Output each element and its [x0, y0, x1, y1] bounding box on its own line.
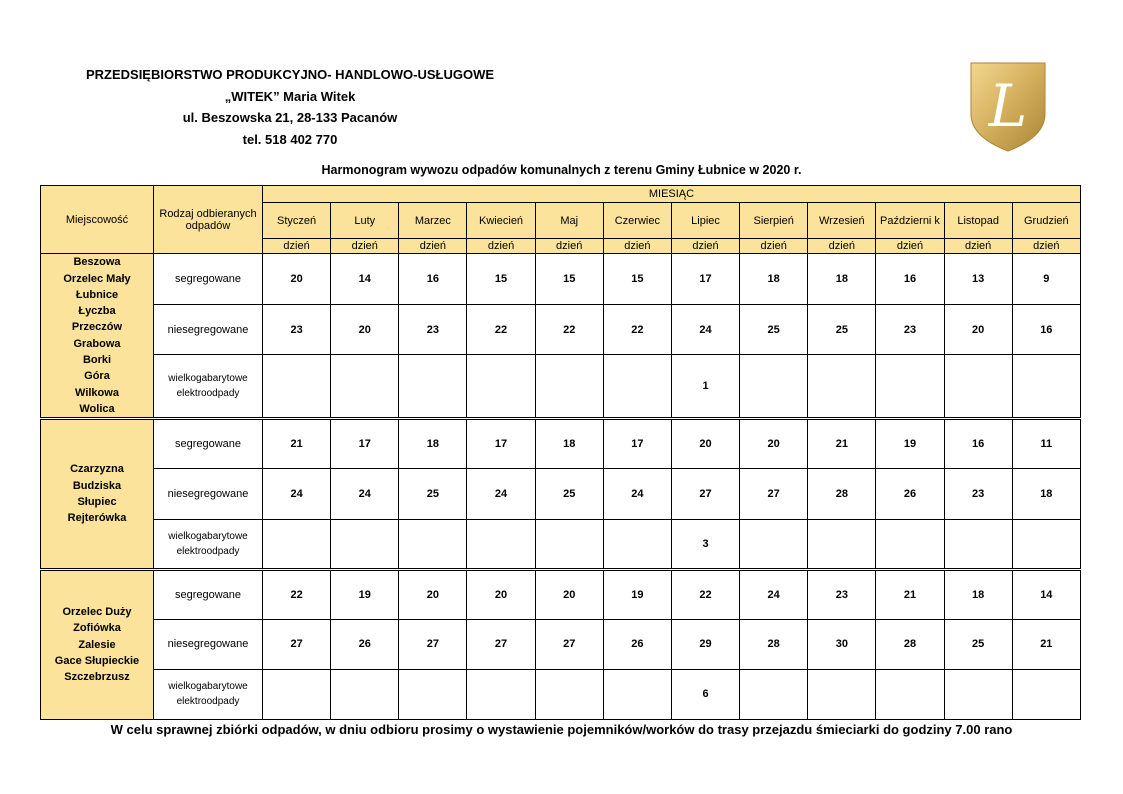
pickup-day — [331, 669, 399, 719]
pickup-day: 11 — [1012, 419, 1080, 469]
pickup-day: 17 — [603, 419, 671, 469]
schedule-title: Harmonogram wywozu odpadów komunalnych z terenu Gminy Łubnice w 2020 r. — [321, 163, 802, 177]
pickup-day — [1012, 519, 1080, 569]
location-name: Gace Słupieckie — [54, 654, 140, 667]
pickup-day: 14 — [331, 254, 399, 305]
pickup-day: 20 — [740, 419, 808, 469]
pickup-day: 25 — [399, 469, 467, 519]
pickup-day — [263, 355, 331, 419]
pickup-day: 29 — [671, 619, 739, 669]
pickup-day: 25 — [808, 304, 876, 355]
pickup-day: 26 — [876, 469, 944, 519]
pickup-day: 24 — [331, 469, 399, 519]
header-waste-type: Rodzaj odbieranych odpadów — [154, 186, 263, 254]
header-day: dzień — [399, 239, 467, 254]
header-day: dzień — [808, 239, 876, 254]
pickup-day — [467, 519, 535, 569]
location-name: Grabowa — [73, 337, 121, 350]
location-name: Słupiec — [77, 496, 117, 509]
pickup-day — [1012, 669, 1080, 719]
pickup-day: 22 — [603, 304, 671, 355]
pickup-day: 19 — [876, 419, 944, 469]
pickup-day: 24 — [740, 569, 808, 619]
pickup-day — [1012, 355, 1080, 419]
pickup-day — [740, 669, 808, 719]
pickup-day: 14 — [1012, 569, 1080, 619]
table-row — [41, 619, 1081, 669]
location-name: Budziska — [72, 479, 122, 492]
location-name: Borki — [82, 354, 112, 367]
pickup-day: 22 — [467, 304, 535, 355]
pickup-day: 20 — [331, 304, 399, 355]
company-owner: „WITEK” Maria Witek — [224, 88, 356, 104]
pickup-day: 20 — [535, 569, 603, 619]
header-month: Styczeń — [263, 203, 331, 239]
pickup-day: 24 — [603, 469, 671, 519]
header-month: Listopad — [944, 203, 1012, 239]
location-name: Zalesie — [78, 638, 116, 651]
pickup-day: 9 — [1012, 254, 1080, 305]
pickup-day: 27 — [671, 469, 739, 519]
pickup-day — [399, 519, 467, 569]
pickup-day: 23 — [399, 304, 467, 355]
waste-type: segregowane — [154, 254, 263, 305]
pickup-day: 23 — [263, 304, 331, 355]
location-cell — [41, 569, 154, 719]
pickup-day: 24 — [263, 469, 331, 519]
header-day: dzień — [535, 239, 603, 254]
company-header — [40, 64, 540, 150]
pickup-day: 25 — [535, 469, 603, 519]
header-day: dzień — [467, 239, 535, 254]
header-day: dzień — [331, 239, 399, 254]
pickup-day: 19 — [603, 569, 671, 619]
pickup-day: 27 — [467, 619, 535, 669]
location-name: Czarzyzna — [70, 463, 124, 476]
pickup-day: 18 — [1012, 469, 1080, 519]
pickup-day — [944, 519, 1012, 569]
pickup-day: 20 — [399, 569, 467, 619]
pickup-day: 1 — [671, 355, 739, 419]
table-row — [41, 355, 1081, 419]
header-location: Miejscowość — [41, 186, 154, 254]
pickup-day — [876, 669, 944, 719]
pickup-day: 22 — [671, 569, 739, 619]
pickup-day — [876, 355, 944, 419]
table-row — [41, 304, 1081, 355]
waste-type: niesegregowane — [154, 304, 263, 355]
location-name: Wilkowa — [75, 386, 119, 399]
header-month: Kwiecień — [467, 203, 535, 239]
pickup-day: 22 — [263, 569, 331, 619]
pickup-day — [535, 669, 603, 719]
header-month: Grudzień — [1012, 203, 1080, 239]
pickup-day — [399, 355, 467, 419]
pickup-day: 27 — [399, 619, 467, 669]
waste-type: segregowane — [154, 569, 263, 619]
header-day: dzień — [740, 239, 808, 254]
pickup-day — [263, 519, 331, 569]
waste-type: wielkogabarytowe elektroodpady — [154, 355, 263, 419]
pickup-day: 27 — [263, 619, 331, 669]
location-name: Rejterówka — [67, 512, 127, 525]
pickup-day: 25 — [944, 619, 1012, 669]
location-name: Przeczów — [71, 321, 123, 334]
pickup-day: 18 — [399, 419, 467, 469]
pickup-day: 28 — [876, 619, 944, 669]
table-row — [41, 419, 1081, 469]
pickup-day: 17 — [467, 419, 535, 469]
pickup-day — [535, 519, 603, 569]
pickup-day: 27 — [740, 469, 808, 519]
pickup-day — [740, 355, 808, 419]
location-name: Łubnice — [75, 288, 119, 301]
waste-type: niesegregowane — [154, 469, 263, 519]
pickup-day: 16 — [876, 254, 944, 305]
pickup-day — [944, 669, 1012, 719]
location-name: Beszowa — [73, 256, 121, 269]
header-day: dzień — [671, 239, 739, 254]
pickup-day: 20 — [467, 569, 535, 619]
header-month-group: MIESIĄC — [263, 186, 1081, 203]
table-row — [41, 669, 1081, 719]
location-cell — [41, 419, 154, 569]
company-logo — [970, 62, 1046, 152]
pickup-day: 15 — [603, 254, 671, 305]
header-day: dzień — [263, 239, 331, 254]
pickup-day: 17 — [671, 254, 739, 305]
pickup-day: 3 — [671, 519, 739, 569]
header-month: Sierpień — [740, 203, 808, 239]
pickup-day: 17 — [331, 419, 399, 469]
pickup-day: 20 — [263, 254, 331, 305]
pickup-day — [808, 669, 876, 719]
pickup-day — [944, 355, 1012, 419]
pickup-day — [603, 355, 671, 419]
pickup-day: 27 — [535, 619, 603, 669]
pickup-day — [263, 669, 331, 719]
pickup-day — [535, 355, 603, 419]
pickup-day: 23 — [876, 304, 944, 355]
logo-letter: L — [988, 72, 1028, 140]
pickup-day: 18 — [944, 569, 1012, 619]
pickup-day — [399, 669, 467, 719]
waste-type: segregowane — [154, 419, 263, 469]
header-month: Maj — [535, 203, 603, 239]
waste-type: niesegregowane — [154, 619, 263, 669]
pickup-day: 21 — [263, 419, 331, 469]
header-month: Październi k — [876, 203, 944, 239]
pickup-day — [808, 519, 876, 569]
table-row — [41, 569, 1081, 619]
waste-type: wielkogabarytowe elektroodpady — [154, 519, 263, 569]
pickup-day: 19 — [331, 569, 399, 619]
pickup-day: 18 — [740, 254, 808, 305]
pickup-day: 24 — [467, 469, 535, 519]
pickup-day: 18 — [535, 419, 603, 469]
pickup-day: 16 — [944, 419, 1012, 469]
pickup-day — [603, 669, 671, 719]
location-name: Szczebrzusz — [64, 671, 130, 684]
pickup-day — [331, 519, 399, 569]
pickup-day: 28 — [808, 469, 876, 519]
pickup-day — [331, 355, 399, 419]
header-month: Luty — [331, 203, 399, 239]
pickup-day: 30 — [808, 619, 876, 669]
company-name: PRZEDSIĘBIORSTWO PRODUKCYJNO- HANDLOWO-USŁUGOWE — [85, 67, 495, 82]
table-row — [41, 519, 1081, 569]
header-day: dzień — [603, 239, 671, 254]
pickup-day: 21 — [876, 569, 944, 619]
pickup-day: 15 — [535, 254, 603, 305]
pickup-day: 23 — [944, 469, 1012, 519]
pickup-day — [808, 355, 876, 419]
header-month: Czerwiec — [603, 203, 671, 239]
pickup-day — [467, 669, 535, 719]
location-name: Zofiówka — [73, 622, 121, 635]
company-address: ul. Beszowska 21, 28-133 Pacanów — [182, 110, 398, 125]
location-cell — [41, 254, 154, 419]
header-day: dzień — [876, 239, 944, 254]
pickup-day: 21 — [1012, 619, 1080, 669]
pickup-day: 28 — [740, 619, 808, 669]
pickup-day: 22 — [535, 304, 603, 355]
pickup-day: 18 — [808, 254, 876, 305]
pickup-day: 16 — [399, 254, 467, 305]
location-name: Orzelec Mały — [63, 272, 131, 285]
footer-note: W celu sprawnej zbiórki odpadów, w dniu odbioru prosimy o wystawienie pojemników/worków do trasy przejazdu śmieciarki do godziny 7.00 rano — [110, 722, 1013, 737]
location-name: Wolica — [79, 402, 115, 415]
waste-type: wielkogabarytowe elektroodpady — [154, 669, 263, 719]
pickup-day: 24 — [671, 304, 739, 355]
pickup-day: 25 — [740, 304, 808, 355]
header-day: dzień — [1012, 239, 1080, 254]
location-name: Orzelec Duży — [62, 606, 132, 619]
header-month: Wrzesień — [808, 203, 876, 239]
pickup-day: 16 — [1012, 304, 1080, 355]
location-name: Góra — [84, 370, 110, 383]
table-row — [41, 469, 1081, 519]
pickup-day — [467, 355, 535, 419]
pickup-day: 26 — [603, 619, 671, 669]
pickup-day: 13 — [944, 254, 1012, 305]
schedule-table — [40, 185, 1081, 720]
pickup-day — [740, 519, 808, 569]
company-phone: tel. 518 402 770 — [242, 131, 338, 147]
pickup-day — [876, 519, 944, 569]
pickup-day: 20 — [944, 304, 1012, 355]
pickup-day: 21 — [808, 419, 876, 469]
pickup-day: 6 — [671, 669, 739, 719]
pickup-day: 15 — [467, 254, 535, 305]
table-row — [41, 254, 1081, 305]
header-month: Lipiec — [671, 203, 739, 239]
header-day: dzień — [944, 239, 1012, 254]
pickup-day: 23 — [808, 569, 876, 619]
header-month: Marzec — [399, 203, 467, 239]
location-name: Łyczba — [78, 305, 116, 318]
pickup-day: 20 — [671, 419, 739, 469]
pickup-day: 26 — [331, 619, 399, 669]
pickup-day — [603, 519, 671, 569]
